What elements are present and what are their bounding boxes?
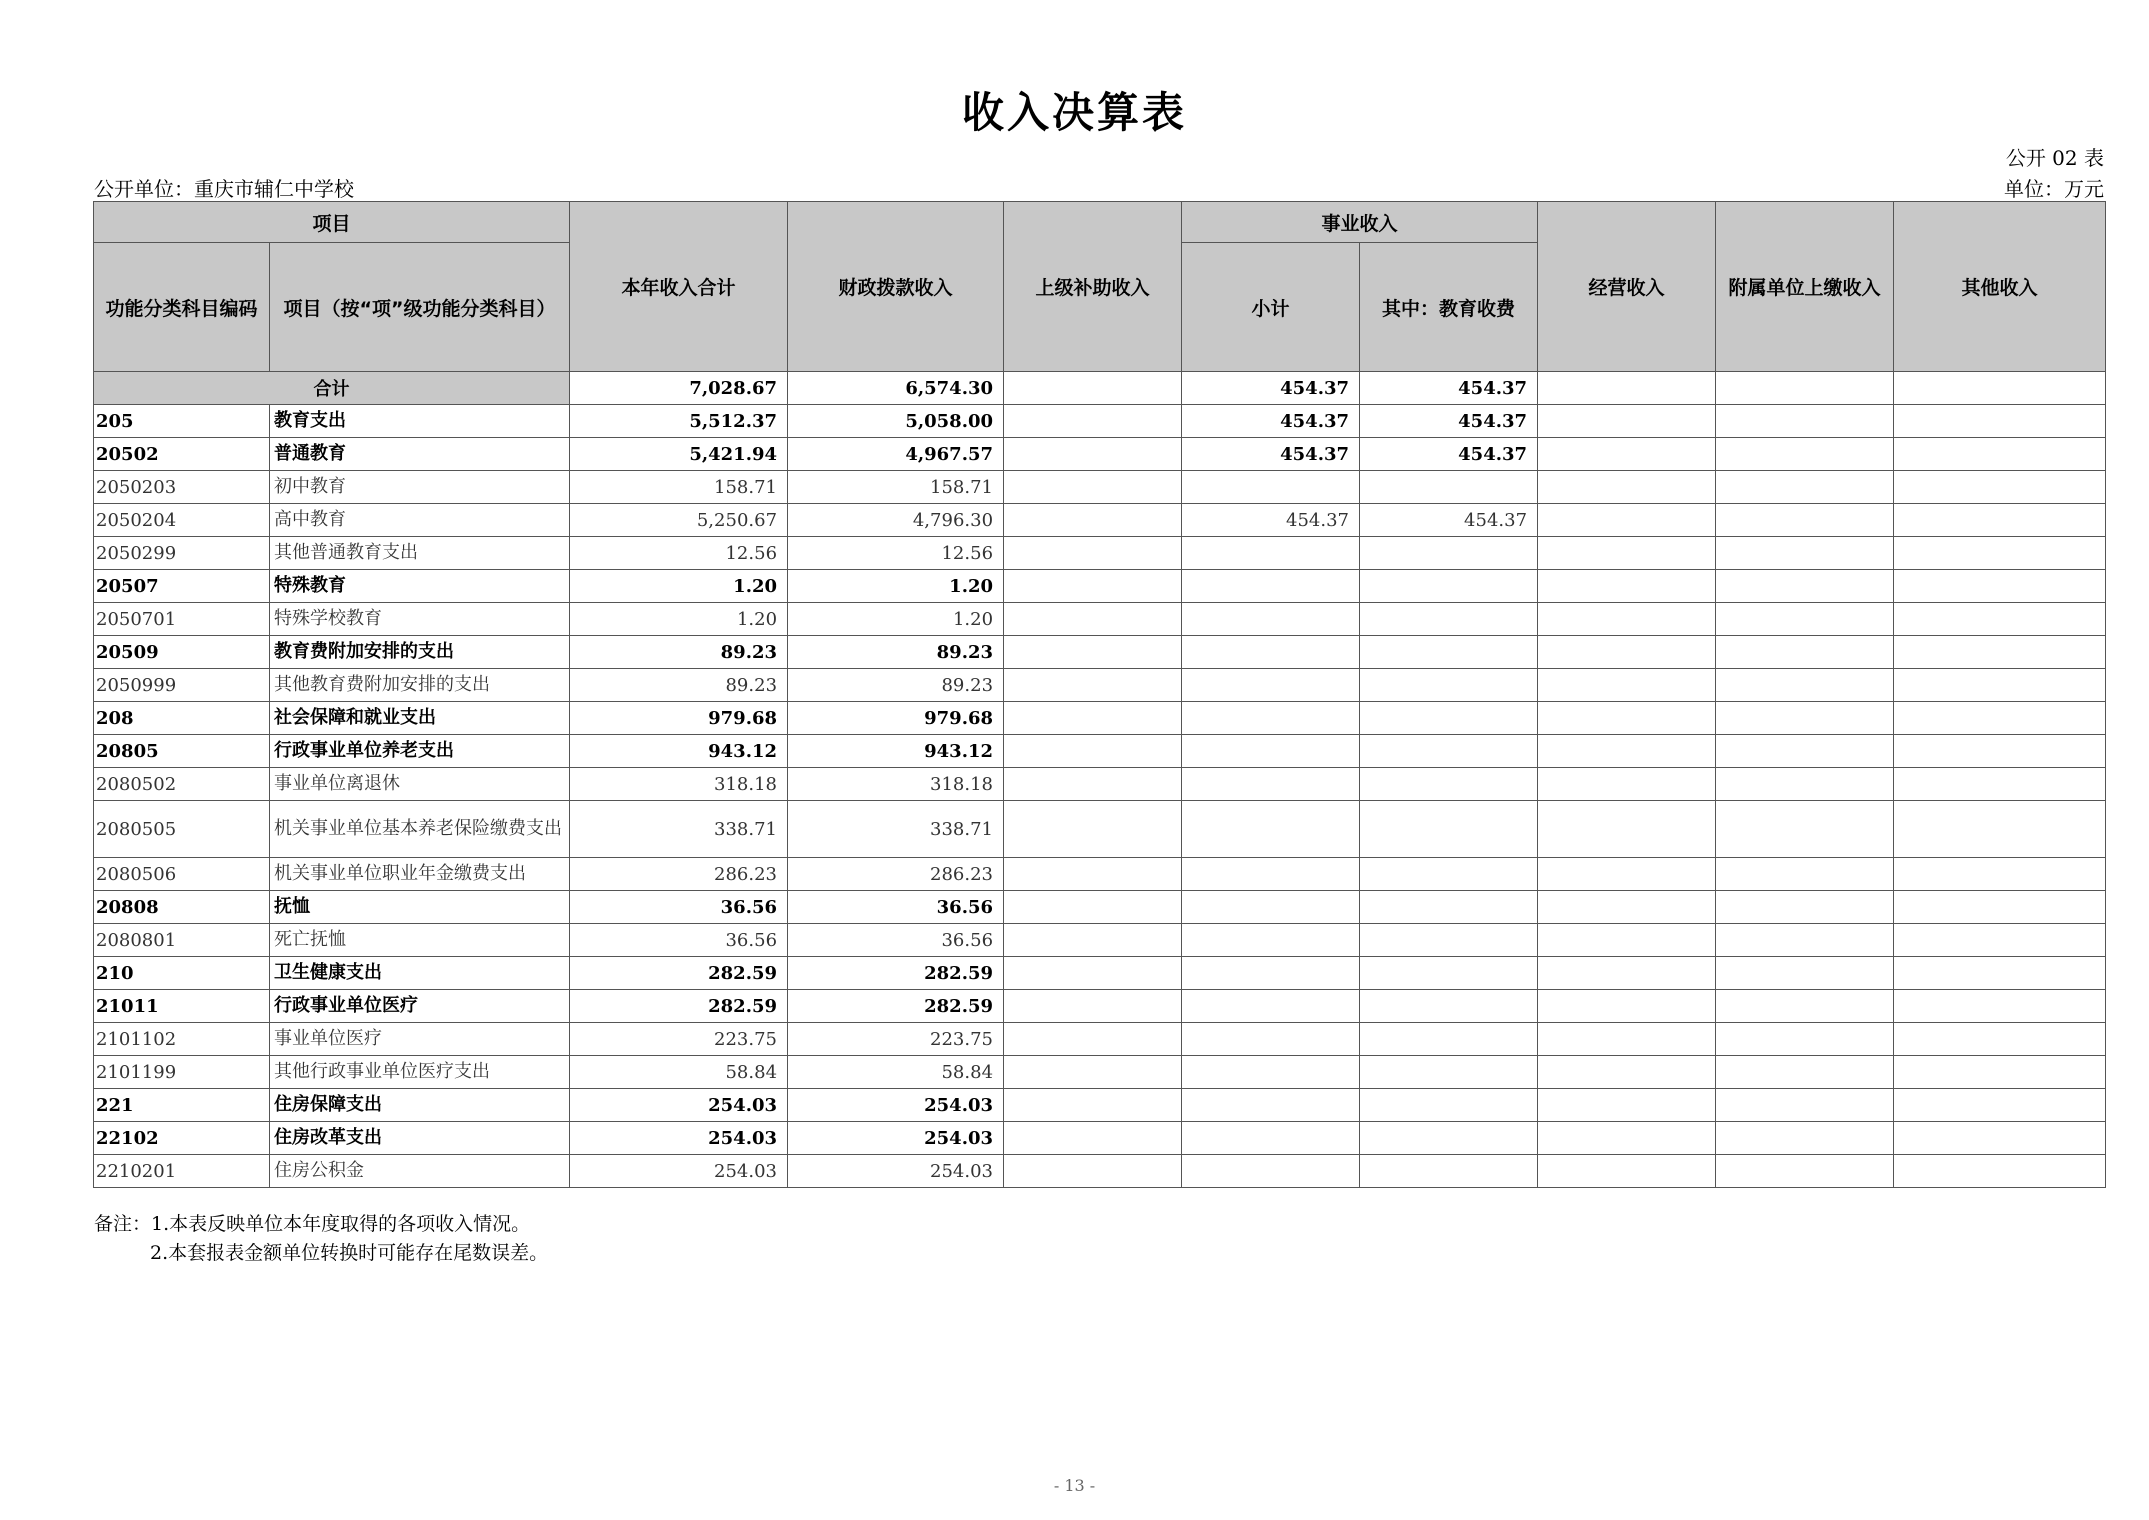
unit-label: 单位：万元: [2004, 177, 2104, 201]
total-row: [94, 372, 2106, 405]
cell-operating: [1538, 438, 1716, 471]
cell-fiscal: 223.75: [788, 1023, 1004, 1056]
header-superior: 上级补助收入: [1004, 202, 1182, 372]
cell-name: 住房公积金: [270, 1155, 570, 1188]
cell-superior: [1004, 735, 1182, 768]
cell-fiscal: 254.03: [788, 1122, 1004, 1155]
cell-affiliated: [1716, 768, 1894, 801]
cell-operating: [1538, 1122, 1716, 1155]
cell-affiliated: [1716, 669, 1894, 702]
cell-superior: [1004, 438, 1182, 471]
cell-subtotal: [1182, 924, 1360, 957]
page-number: - 13 -: [1053, 1476, 1096, 1495]
cell-other: [1894, 603, 2106, 636]
cell-edu-fee: [1360, 1122, 1538, 1155]
cell-edu-fee: [1360, 1056, 1538, 1089]
cell-operating: [1538, 1155, 1716, 1188]
cell-superior: [1004, 801, 1182, 858]
total-affiliated: [1716, 372, 1894, 405]
cell-subtotal: [1182, 1023, 1360, 1056]
table-row: [94, 669, 2106, 702]
cell-edu-fee: 454.37: [1360, 405, 1538, 438]
cell-superior: [1004, 669, 1182, 702]
cell-operating: [1538, 570, 1716, 603]
cell-name: 特殊教育: [270, 570, 570, 603]
cell-fiscal: 36.56: [788, 891, 1004, 924]
cell-name: 普通教育: [270, 438, 570, 471]
cell-operating: [1538, 735, 1716, 768]
table-row: [94, 603, 2106, 636]
cell-subtotal: [1182, 1056, 1360, 1089]
cell-code: 20808: [94, 891, 270, 924]
cell-fiscal: 254.03: [788, 1089, 1004, 1122]
cell-superior: [1004, 891, 1182, 924]
table-row: [94, 1023, 2106, 1056]
cell-subtotal: 454.37: [1182, 438, 1360, 471]
cell-edu-fee: [1360, 702, 1538, 735]
page-title: 收入决算表: [961, 88, 1187, 137]
cell-other: [1894, 1122, 2106, 1155]
table-row: [94, 636, 2106, 669]
cell-fiscal: 979.68: [788, 702, 1004, 735]
cell-superior: [1004, 603, 1182, 636]
table-row: [94, 957, 2106, 990]
cell-name: 特殊学校教育: [270, 603, 570, 636]
cell-code: 2080801: [94, 924, 270, 957]
cell-total: 254.03: [570, 1089, 788, 1122]
cell-fiscal: 282.59: [788, 990, 1004, 1023]
cell-fiscal: 254.03: [788, 1155, 1004, 1188]
cell-superior: [1004, 768, 1182, 801]
cell-other: [1894, 990, 2106, 1023]
cell-fiscal: 1.20: [788, 603, 1004, 636]
table-row: [94, 1155, 2106, 1188]
cell-affiliated: [1716, 1122, 1894, 1155]
cell-operating: [1538, 801, 1716, 858]
table-row: [94, 990, 2106, 1023]
cell-edu-fee: [1360, 768, 1538, 801]
cell-code: 2080502: [94, 768, 270, 801]
table-row: [94, 735, 2106, 768]
cell-code: 2050701: [94, 603, 270, 636]
cell-total: 12.56: [570, 537, 788, 570]
cell-code: 20805: [94, 735, 270, 768]
cell-subtotal: [1182, 990, 1360, 1023]
cell-code: 205: [94, 405, 270, 438]
table-row: [94, 924, 2106, 957]
cell-other: [1894, 1023, 2106, 1056]
cell-operating: [1538, 702, 1716, 735]
cell-subtotal: [1182, 891, 1360, 924]
cell-name: 教育费附加安排的支出: [270, 636, 570, 669]
cell-superior: [1004, 405, 1182, 438]
cell-superior: [1004, 957, 1182, 990]
cell-subtotal: [1182, 1089, 1360, 1122]
total-other: [1894, 372, 2106, 405]
cell-name: 住房改革支出: [270, 1122, 570, 1155]
cell-name: 机关事业单位职业年金缴费支出: [270, 858, 570, 891]
cell-operating: [1538, 858, 1716, 891]
cell-subtotal: [1182, 801, 1360, 858]
cell-total: 338.71: [570, 801, 788, 858]
cell-subtotal: [1182, 570, 1360, 603]
table-row: [94, 438, 2106, 471]
cell-code: 21011: [94, 990, 270, 1023]
cell-total: 1.20: [570, 570, 788, 603]
cell-fiscal: 89.23: [788, 636, 1004, 669]
cell-code: 2080505: [94, 801, 270, 858]
cell-superior: [1004, 1056, 1182, 1089]
cell-name: 其他教育费附加安排的支出: [270, 669, 570, 702]
cell-edu-fee: [1360, 537, 1538, 570]
cell-edu-fee: [1360, 735, 1538, 768]
cell-subtotal: [1182, 1122, 1360, 1155]
cell-affiliated: [1716, 1089, 1894, 1122]
total-operating: [1538, 372, 1716, 405]
cell-fiscal: 286.23: [788, 858, 1004, 891]
cell-total: 89.23: [570, 636, 788, 669]
cell-other: [1894, 801, 2106, 858]
table-row: [94, 1056, 2106, 1089]
cell-fiscal: 318.18: [788, 768, 1004, 801]
cell-superior: [1004, 858, 1182, 891]
cell-affiliated: [1716, 735, 1894, 768]
cell-code: 2101102: [94, 1023, 270, 1056]
cell-total: 5,512.37: [570, 405, 788, 438]
cell-edu-fee: [1360, 669, 1538, 702]
cell-affiliated: [1716, 405, 1894, 438]
cell-total: 943.12: [570, 735, 788, 768]
cell-other: [1894, 537, 2106, 570]
total-edu-fee: 454.37: [1360, 372, 1538, 405]
cell-code: 221: [94, 1089, 270, 1122]
cell-superior: [1004, 1089, 1182, 1122]
cell-affiliated: [1716, 858, 1894, 891]
cell-other: [1894, 768, 2106, 801]
header-code: 功能分类科目编码: [94, 243, 270, 372]
cell-code: 2050203: [94, 471, 270, 504]
cell-total: 979.68: [570, 702, 788, 735]
cell-fiscal: 12.56: [788, 537, 1004, 570]
cell-name: 初中教育: [270, 471, 570, 504]
cell-total: 89.23: [570, 669, 788, 702]
table-row: [94, 858, 2106, 891]
total-superior: [1004, 372, 1182, 405]
cell-other: [1894, 1155, 2106, 1188]
cell-other: [1894, 405, 2106, 438]
cell-total: 5,250.67: [570, 504, 788, 537]
cell-operating: [1538, 768, 1716, 801]
cell-operating: [1538, 990, 1716, 1023]
cell-superior: [1004, 471, 1182, 504]
cell-edu-fee: [1360, 990, 1538, 1023]
cell-operating: [1538, 1089, 1716, 1122]
cell-fiscal: 1.20: [788, 570, 1004, 603]
table-row: [94, 891, 2106, 924]
cell-affiliated: [1716, 801, 1894, 858]
cell-subtotal: [1182, 858, 1360, 891]
cell-subtotal: [1182, 471, 1360, 504]
table-row: [94, 471, 2106, 504]
cell-code: 2050299: [94, 537, 270, 570]
cell-code: 22102: [94, 1122, 270, 1155]
cell-total: 223.75: [570, 1023, 788, 1056]
cell-affiliated: [1716, 1155, 1894, 1188]
cell-subtotal: [1182, 768, 1360, 801]
header-operating: 经营收入: [1538, 202, 1716, 372]
cell-operating: [1538, 504, 1716, 537]
cell-operating: [1538, 1056, 1716, 1089]
cell-code: 2080506: [94, 858, 270, 891]
cell-subtotal: [1182, 735, 1360, 768]
cell-affiliated: [1716, 702, 1894, 735]
cell-operating: [1538, 537, 1716, 570]
cell-operating: [1538, 891, 1716, 924]
cell-affiliated: [1716, 1023, 1894, 1056]
cell-other: [1894, 669, 2106, 702]
cell-affiliated: [1716, 471, 1894, 504]
cell-total: 254.03: [570, 1155, 788, 1188]
cell-edu-fee: [1360, 1155, 1538, 1188]
table-row: [94, 1089, 2106, 1122]
cell-operating: [1538, 636, 1716, 669]
cell-superior: [1004, 504, 1182, 537]
cell-superior: [1004, 702, 1182, 735]
cell-superior: [1004, 570, 1182, 603]
cell-total: 36.56: [570, 924, 788, 957]
cell-affiliated: [1716, 636, 1894, 669]
cell-superior: [1004, 990, 1182, 1023]
cell-fiscal: 158.71: [788, 471, 1004, 504]
cell-superior: [1004, 1155, 1182, 1188]
cell-other: [1894, 858, 2106, 891]
cell-operating: [1538, 405, 1716, 438]
cell-code: 2050999: [94, 669, 270, 702]
header-affiliated: 附属单位上缴收入: [1716, 202, 1894, 372]
cell-name: 行政事业单位医疗: [270, 990, 570, 1023]
cell-fiscal: 338.71: [788, 801, 1004, 858]
header-edu-fee: 其中：教育收费: [1360, 243, 1538, 372]
table-row: [94, 702, 2106, 735]
table-row: [94, 405, 2106, 438]
cell-name: 住房保障支出: [270, 1089, 570, 1122]
cell-name: 事业单位离退休: [270, 768, 570, 801]
total-subtotal: 454.37: [1182, 372, 1360, 405]
cell-total: 282.59: [570, 990, 788, 1023]
cell-other: [1894, 636, 2106, 669]
cell-edu-fee: [1360, 636, 1538, 669]
cell-other: [1894, 924, 2106, 957]
cell-affiliated: [1716, 570, 1894, 603]
cell-other: [1894, 471, 2106, 504]
cell-superior: [1004, 636, 1182, 669]
cell-subtotal: 454.37: [1182, 504, 1360, 537]
cell-edu-fee: [1360, 924, 1538, 957]
cell-name: 其他普通教育支出: [270, 537, 570, 570]
cell-name: 事业单位医疗: [270, 1023, 570, 1056]
cell-affiliated: [1716, 438, 1894, 471]
cell-other: [1894, 570, 2106, 603]
cell-fiscal: 4,967.57: [788, 438, 1004, 471]
cell-name: 抚恤: [270, 891, 570, 924]
cell-edu-fee: [1360, 570, 1538, 603]
cell-name: 死亡抚恤: [270, 924, 570, 957]
cell-total: 282.59: [570, 957, 788, 990]
cell-affiliated: [1716, 924, 1894, 957]
cell-operating: [1538, 669, 1716, 702]
table-row: [94, 537, 2106, 570]
header-project: 项目: [94, 202, 570, 243]
cell-other: [1894, 735, 2106, 768]
cell-fiscal: 943.12: [788, 735, 1004, 768]
header-fiscal: 财政拨款收入: [788, 202, 1004, 372]
cell-edu-fee: [1360, 1089, 1538, 1122]
cell-code: 20509: [94, 636, 270, 669]
cell-name: 教育支出: [270, 405, 570, 438]
cell-edu-fee: [1360, 957, 1538, 990]
header-total: 本年收入合计: [570, 202, 788, 372]
cell-fiscal: 36.56: [788, 924, 1004, 957]
cell-affiliated: [1716, 504, 1894, 537]
cell-fiscal: 5,058.00: [788, 405, 1004, 438]
cell-code: 210: [94, 957, 270, 990]
cell-total: 36.56: [570, 891, 788, 924]
cell-edu-fee: [1360, 603, 1538, 636]
cell-edu-fee: 454.37: [1360, 504, 1538, 537]
cell-code: 2101199: [94, 1056, 270, 1089]
note-1: 备注：1.本表反映单位本年度取得的各项收入情况。: [94, 1213, 531, 1235]
cell-operating: [1538, 924, 1716, 957]
cell-subtotal: [1182, 636, 1360, 669]
cell-name: 社会保障和就业支出: [270, 702, 570, 735]
cell-edu-fee: [1360, 801, 1538, 858]
cell-edu-fee: [1360, 858, 1538, 891]
cell-subtotal: 454.37: [1182, 405, 1360, 438]
cell-code: 208: [94, 702, 270, 735]
form-number: 公开 02 表: [2005, 146, 2104, 170]
cell-total: 158.71: [570, 471, 788, 504]
cell-other: [1894, 504, 2106, 537]
cell-total: 1.20: [570, 603, 788, 636]
cell-other: [1894, 1089, 2106, 1122]
cell-edu-fee: [1360, 891, 1538, 924]
cell-fiscal: 4,796.30: [788, 504, 1004, 537]
cell-operating: [1538, 957, 1716, 990]
cell-code: 2050204: [94, 504, 270, 537]
cell-affiliated: [1716, 603, 1894, 636]
table-row: [94, 768, 2106, 801]
notes: [94, 1210, 548, 1268]
income-table: [93, 201, 2106, 1188]
cell-affiliated: [1716, 537, 1894, 570]
cell-total: 58.84: [570, 1056, 788, 1089]
cell-total: 318.18: [570, 768, 788, 801]
cell-affiliated: [1716, 957, 1894, 990]
cell-subtotal: [1182, 702, 1360, 735]
cell-total: 5,421.94: [570, 438, 788, 471]
cell-superior: [1004, 1122, 1182, 1155]
cell-subtotal: [1182, 537, 1360, 570]
total-fiscal: 6,574.30: [788, 372, 1004, 405]
total-label: 合计: [94, 372, 570, 405]
cell-subtotal: [1182, 669, 1360, 702]
cell-affiliated: [1716, 990, 1894, 1023]
cell-superior: [1004, 1023, 1182, 1056]
cell-code: 20507: [94, 570, 270, 603]
cell-name: 其他行政事业单位医疗支出: [270, 1056, 570, 1089]
cell-code: 20502: [94, 438, 270, 471]
cell-other: [1894, 438, 2106, 471]
cell-subtotal: [1182, 1155, 1360, 1188]
cell-edu-fee: [1360, 1023, 1538, 1056]
header-name: 项目（按“项”级功能分类科目）: [270, 243, 570, 372]
total-total: 7,028.67: [570, 372, 788, 405]
table-row: [94, 504, 2106, 537]
cell-fiscal: 58.84: [788, 1056, 1004, 1089]
cell-edu-fee: 454.37: [1360, 438, 1538, 471]
cell-edu-fee: [1360, 471, 1538, 504]
cell-subtotal: [1182, 957, 1360, 990]
cell-name: 高中教育: [270, 504, 570, 537]
header-other: 其他收入: [1894, 202, 2106, 372]
cell-total: 286.23: [570, 858, 788, 891]
cell-code: 2210201: [94, 1155, 270, 1188]
header-business: 事业收入: [1182, 202, 1538, 243]
organization-label: 公开单位：重庆市辅仁中学校: [94, 177, 354, 201]
cell-other: [1894, 957, 2106, 990]
cell-operating: [1538, 471, 1716, 504]
cell-other: [1894, 702, 2106, 735]
table-row: [94, 570, 2106, 603]
cell-operating: [1538, 603, 1716, 636]
cell-total: 254.03: [570, 1122, 788, 1155]
cell-affiliated: [1716, 1056, 1894, 1089]
cell-name: 行政事业单位养老支出: [270, 735, 570, 768]
header-subtotal: 小计: [1182, 243, 1360, 372]
cell-superior: [1004, 537, 1182, 570]
cell-name: 卫生健康支出: [270, 957, 570, 990]
cell-operating: [1538, 1023, 1716, 1056]
table-row: [94, 1122, 2106, 1155]
cell-affiliated: [1716, 891, 1894, 924]
cell-superior: [1004, 924, 1182, 957]
cell-subtotal: [1182, 603, 1360, 636]
cell-name: 机关事业单位基本养老保险缴费支出: [270, 801, 570, 858]
note-2: 2.本套报表金额单位转换时可能存在尾数误差。: [150, 1242, 549, 1264]
cell-other: [1894, 891, 2106, 924]
cell-fiscal: 282.59: [788, 957, 1004, 990]
cell-fiscal: 89.23: [788, 669, 1004, 702]
table-row: [94, 801, 2106, 858]
cell-other: [1894, 1056, 2106, 1089]
